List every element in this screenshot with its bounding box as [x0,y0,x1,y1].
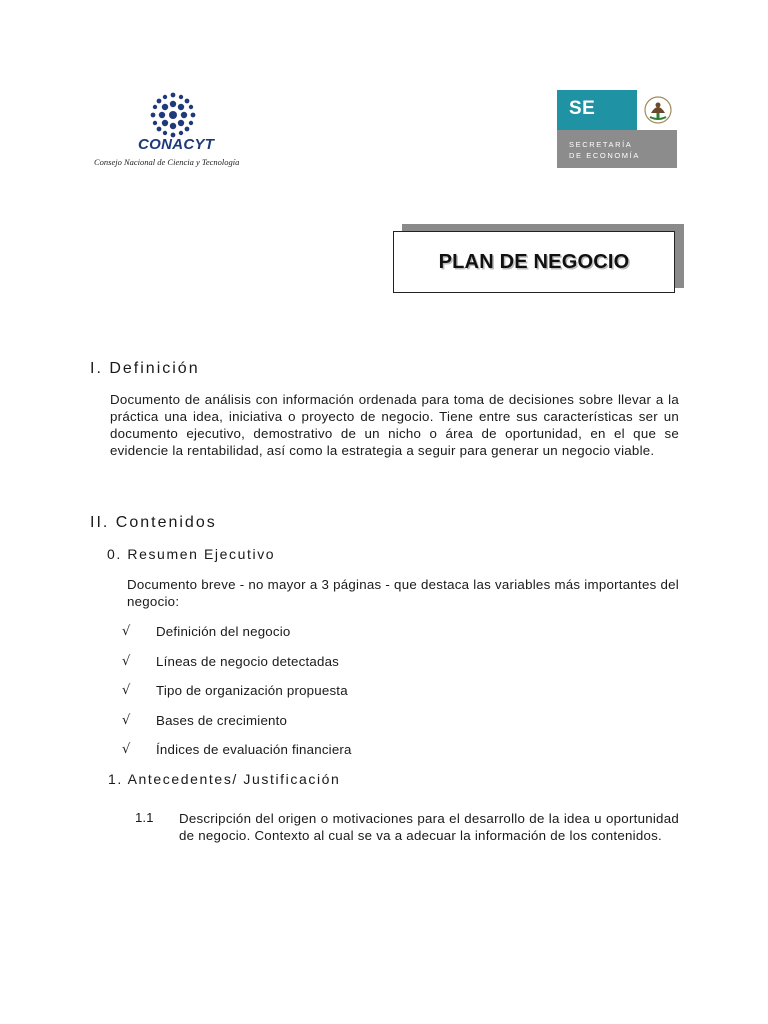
list-item [122,624,542,654]
list-item-text: Tipo de organización propuesta [156,683,348,698]
check-mark-icon: √ [122,742,131,757]
list-item [122,654,542,684]
conacyt-sphere-icon [150,92,196,138]
secretaria-economia-logo [557,90,677,168]
conacyt-brand: CONACYT [138,136,215,153]
section-definicion-body: Documento de análisis con información ordenada para toma de decisiones sobre llevar a la práctica una idea, iniciativa o proyecto de negocio. Tiene entre sus características ser un documento ejecutivo, demostrativo de un nicho o área de oportunidad, en el que se evidencie la rentabilidad, así como la estrategia a seguir para generar un negocio viable. [110,392,679,458]
list-item [122,683,542,713]
page-title: PLAN DE NEGOCIO [438,250,630,273]
section-contenidos-heading: II. Contenidos [90,514,217,531]
se-logo-line1: SECRETARÍA [569,140,633,149]
list-item-text: Bases de crecimiento [156,712,288,728]
resumen-bullet-list [122,624,542,772]
antecedentes-heading: 1. Antecedentes/ Justificación [108,771,341,787]
list-item [122,742,542,772]
list-item-text: Líneas de negocio detectadas [156,653,340,669]
check-mark-icon: √ [122,683,131,698]
resumen-ejecutivo-heading: 0. Resumen Ejecutivo [107,546,276,562]
check-mark-icon: √ [122,624,131,639]
check-mark-icon: √ [122,653,131,669]
section-definicion-heading: I. Definición [90,360,200,377]
resumen-ejecutivo-body: Documento breve - no mayor a 3 páginas - que destaca las variables más importantes del negocio: [127,577,679,609]
item-number: 1.1 [135,810,154,825]
list-item [122,713,542,743]
conacyt-subtitle: Consejo Nacional de Ciencia y Tecnología [94,157,240,167]
conacyt-logo [92,90,262,170]
se-abbrev: SE [569,98,596,119]
antecedentes-item-text: Descripción del origen o motivaciones para el desarrollo de la idea u oportunidad de negocio. Contexto al cual se va a adecuar la información de los contenidos. [179,811,679,843]
list-item-text: Definición del negocio [156,624,291,639]
check-mark-icon: √ [122,712,131,728]
mexico-coat-of-arms-icon [641,93,675,127]
se-logo-line2: DE ECONOMÍA [569,151,640,160]
title-box [393,231,675,293]
list-item-text: Índices de evaluación financiera [156,742,352,757]
